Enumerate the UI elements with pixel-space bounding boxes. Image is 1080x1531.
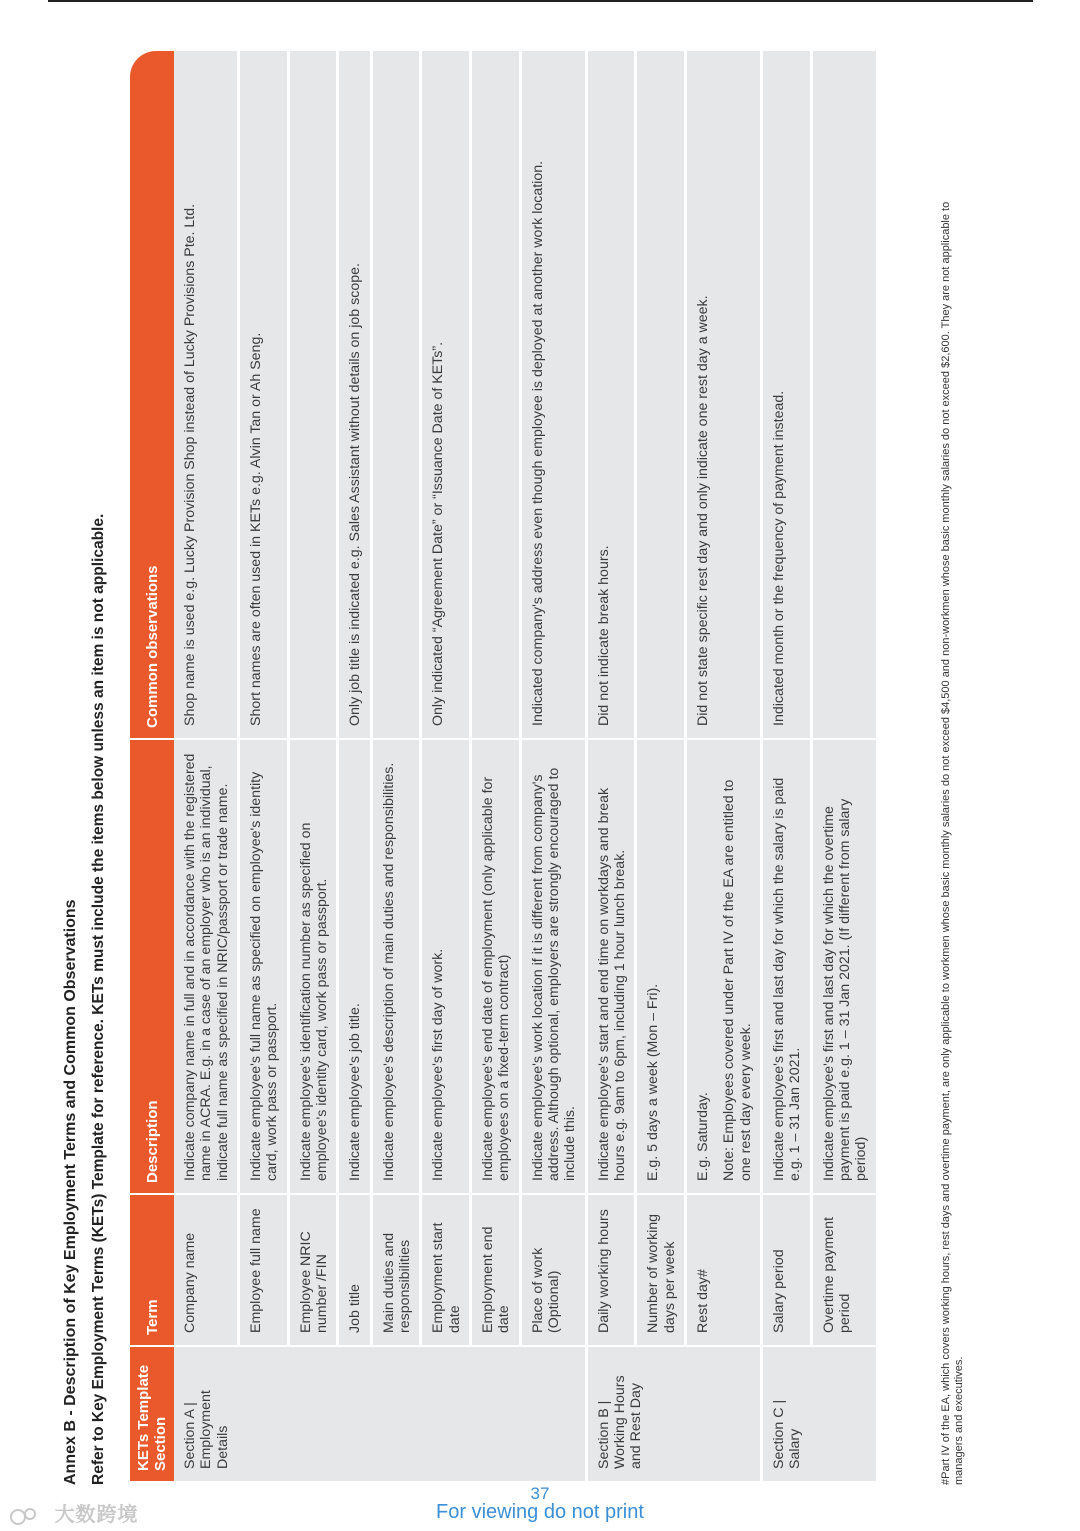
- observation-cell: [813, 51, 879, 738]
- description-cell: [373, 738, 423, 1193]
- rotated-page-content: [40, 45, 1000, 1485]
- term-cell: Employment end date: [472, 1193, 522, 1345]
- description-text: Indicate employee's first day of work.: [430, 948, 447, 1181]
- description-text: Indicate employee's full name as specified on employee's identity card, work pass or passport.: [247, 771, 281, 1181]
- table-header-row: [130, 51, 174, 1481]
- observation-cell: [290, 51, 340, 738]
- section-cell: Section A | Employment Details: [174, 1345, 588, 1481]
- page-number: 37: [530, 1484, 550, 1503]
- term-cell: Employee NRIC number /FIN: [290, 1193, 340, 1345]
- header-section: KETs Template Section: [130, 1345, 174, 1481]
- description-cell: [763, 738, 813, 1193]
- observation-cell: Only job title is indicated e.g. Sales Assistant without details on job scope.: [339, 51, 372, 738]
- term-cell: Place of work (Optional): [522, 1193, 588, 1345]
- page-subtitle: Refer to Key Employment Terms (KETs) Template for reference. KETs must include the items below unless an item is not applicable.: [90, 513, 107, 1485]
- table-row: [472, 51, 522, 1481]
- table-row: [422, 51, 472, 1481]
- footnote: #Part IV of the EA, which covers working hours, rest days and overtime payment, are only applicable to workmen whose basic monthly salaries do not exceed $4,500 and non-workmen whose basic monthly salaries do not exceed $2,600. They are not applicable to managers and executives.: [940, 201, 966, 1485]
- term-cell: Salary period: [763, 1193, 813, 1345]
- observation-cell: Only indicated “Agreement Date” or “Issuance Date of KETs”.: [422, 51, 472, 738]
- header-description: Description: [130, 738, 174, 1193]
- observation-cell: Indicated month or the frequency of payment instead.: [763, 51, 813, 738]
- term-cell: Daily working hours: [588, 1193, 638, 1345]
- observation-cell: Indicated company's address even though employee is deployed at another work location.: [522, 51, 588, 738]
- table-row: [240, 51, 290, 1481]
- description-text: E.g. Saturday.: [694, 1092, 711, 1181]
- header-observations: Common observations: [130, 51, 174, 738]
- term-cell: Number of working days per week: [637, 1193, 687, 1345]
- kets-table: [130, 51, 879, 1481]
- description-cell: [522, 738, 588, 1193]
- description-text: Indicate employee's description of main duties and responsibilities.: [380, 762, 397, 1181]
- page-title: Annex B - Description of Key Employment Terms and Common Observations: [62, 899, 79, 1485]
- description-cell: [339, 738, 372, 1193]
- table-row: [687, 51, 763, 1481]
- term-cell: Employee full name: [240, 1193, 290, 1345]
- description-text: Indicate employee's end date of employment (only applicable for employees on a fixed-term contract): [479, 776, 513, 1181]
- description-text: Indicate employee's first and last day for which the salary is paid e.g. 1 – 31 Jan 2021.: [770, 777, 804, 1181]
- description-cell: [472, 738, 522, 1193]
- description-text: Indicate employee's start and end time on workdays and break hours e.g. 9am to 6pm, including 1 hour lunch break.: [595, 787, 628, 1181]
- table-row: [637, 51, 687, 1481]
- term-cell: Rest day#: [687, 1193, 763, 1345]
- description-note: Note: Employees covered under Part IV of the EA are entitled to one rest day every week.: [721, 779, 754, 1181]
- observation-cell: Did not state specific rest day and only indicate one rest day a week.: [687, 51, 763, 738]
- term-cell: Employment start date: [422, 1193, 472, 1345]
- description-cell: [422, 738, 472, 1193]
- table-row: [813, 51, 879, 1481]
- term-cell: Overtime payment period: [813, 1193, 879, 1345]
- observation-cell: [373, 51, 423, 738]
- table-row: [339, 51, 372, 1481]
- description-text: Indicate employee's identification number as specified on employee's identity card, work pass or passport.: [297, 822, 330, 1181]
- description-cell: [174, 738, 240, 1193]
- term-cell: Main duties and responsibilities: [373, 1193, 423, 1345]
- table-row: [174, 51, 240, 1481]
- table-row: [588, 51, 638, 1481]
- observation-cell: Shop name is used e.g. Lucky Provision Shop instead of Lucky Provisions Pte. Ltd.: [174, 51, 240, 738]
- observation-cell: Did not indicate break hours.: [588, 51, 638, 738]
- table-row: [763, 51, 813, 1481]
- description-text: Indicate company name in full and in accordance with the registered name in ACRA. E.g. in a case of an employer who is an individual, indicate full name as specified in NRIC/passport or trade name.: [182, 753, 231, 1181]
- description-cell: [637, 738, 687, 1193]
- description-cell: [687, 738, 763, 1193]
- description-cell: [240, 738, 290, 1193]
- table-row: [373, 51, 423, 1481]
- header-term: Term: [130, 1193, 174, 1345]
- term-cell: Job title: [339, 1193, 372, 1345]
- term-cell: Company name: [174, 1193, 240, 1345]
- section-cell: Section C | Salary: [763, 1345, 879, 1481]
- table-row: [290, 51, 340, 1481]
- top-rule: [48, 0, 1033, 2]
- description-cell: [588, 738, 638, 1193]
- description-text: Indicate employee's job title.: [347, 1003, 364, 1181]
- kets-table-container: [130, 51, 879, 1481]
- watermark-text: 大数跨境: [54, 1504, 139, 1526]
- section-cell: Section B | Working Hours and Rest Day: [588, 1345, 763, 1481]
- observation-cell: Short names are often used in KETs e.g. Alvin Tan or Ah Seng.: [240, 51, 290, 738]
- description-text: E.g. 5 days a week (Mon – Fri).: [645, 983, 662, 1181]
- description-text: Indicate employee's work location if it is different from company's address. Although optional, employers are strongly encouraged to include this.: [529, 767, 579, 1181]
- table-row: [522, 51, 588, 1481]
- observation-cell: [637, 51, 687, 738]
- description-text: Indicate employee's first and last day for which the overtime payment is paid e.g. 1 – 31 Jan 2021. (If different from salary period): [820, 798, 870, 1181]
- description-cell: [290, 738, 340, 1193]
- print-notice: For viewing do not print: [436, 1501, 644, 1523]
- observation-cell: [472, 51, 522, 738]
- description-cell: [813, 738, 879, 1193]
